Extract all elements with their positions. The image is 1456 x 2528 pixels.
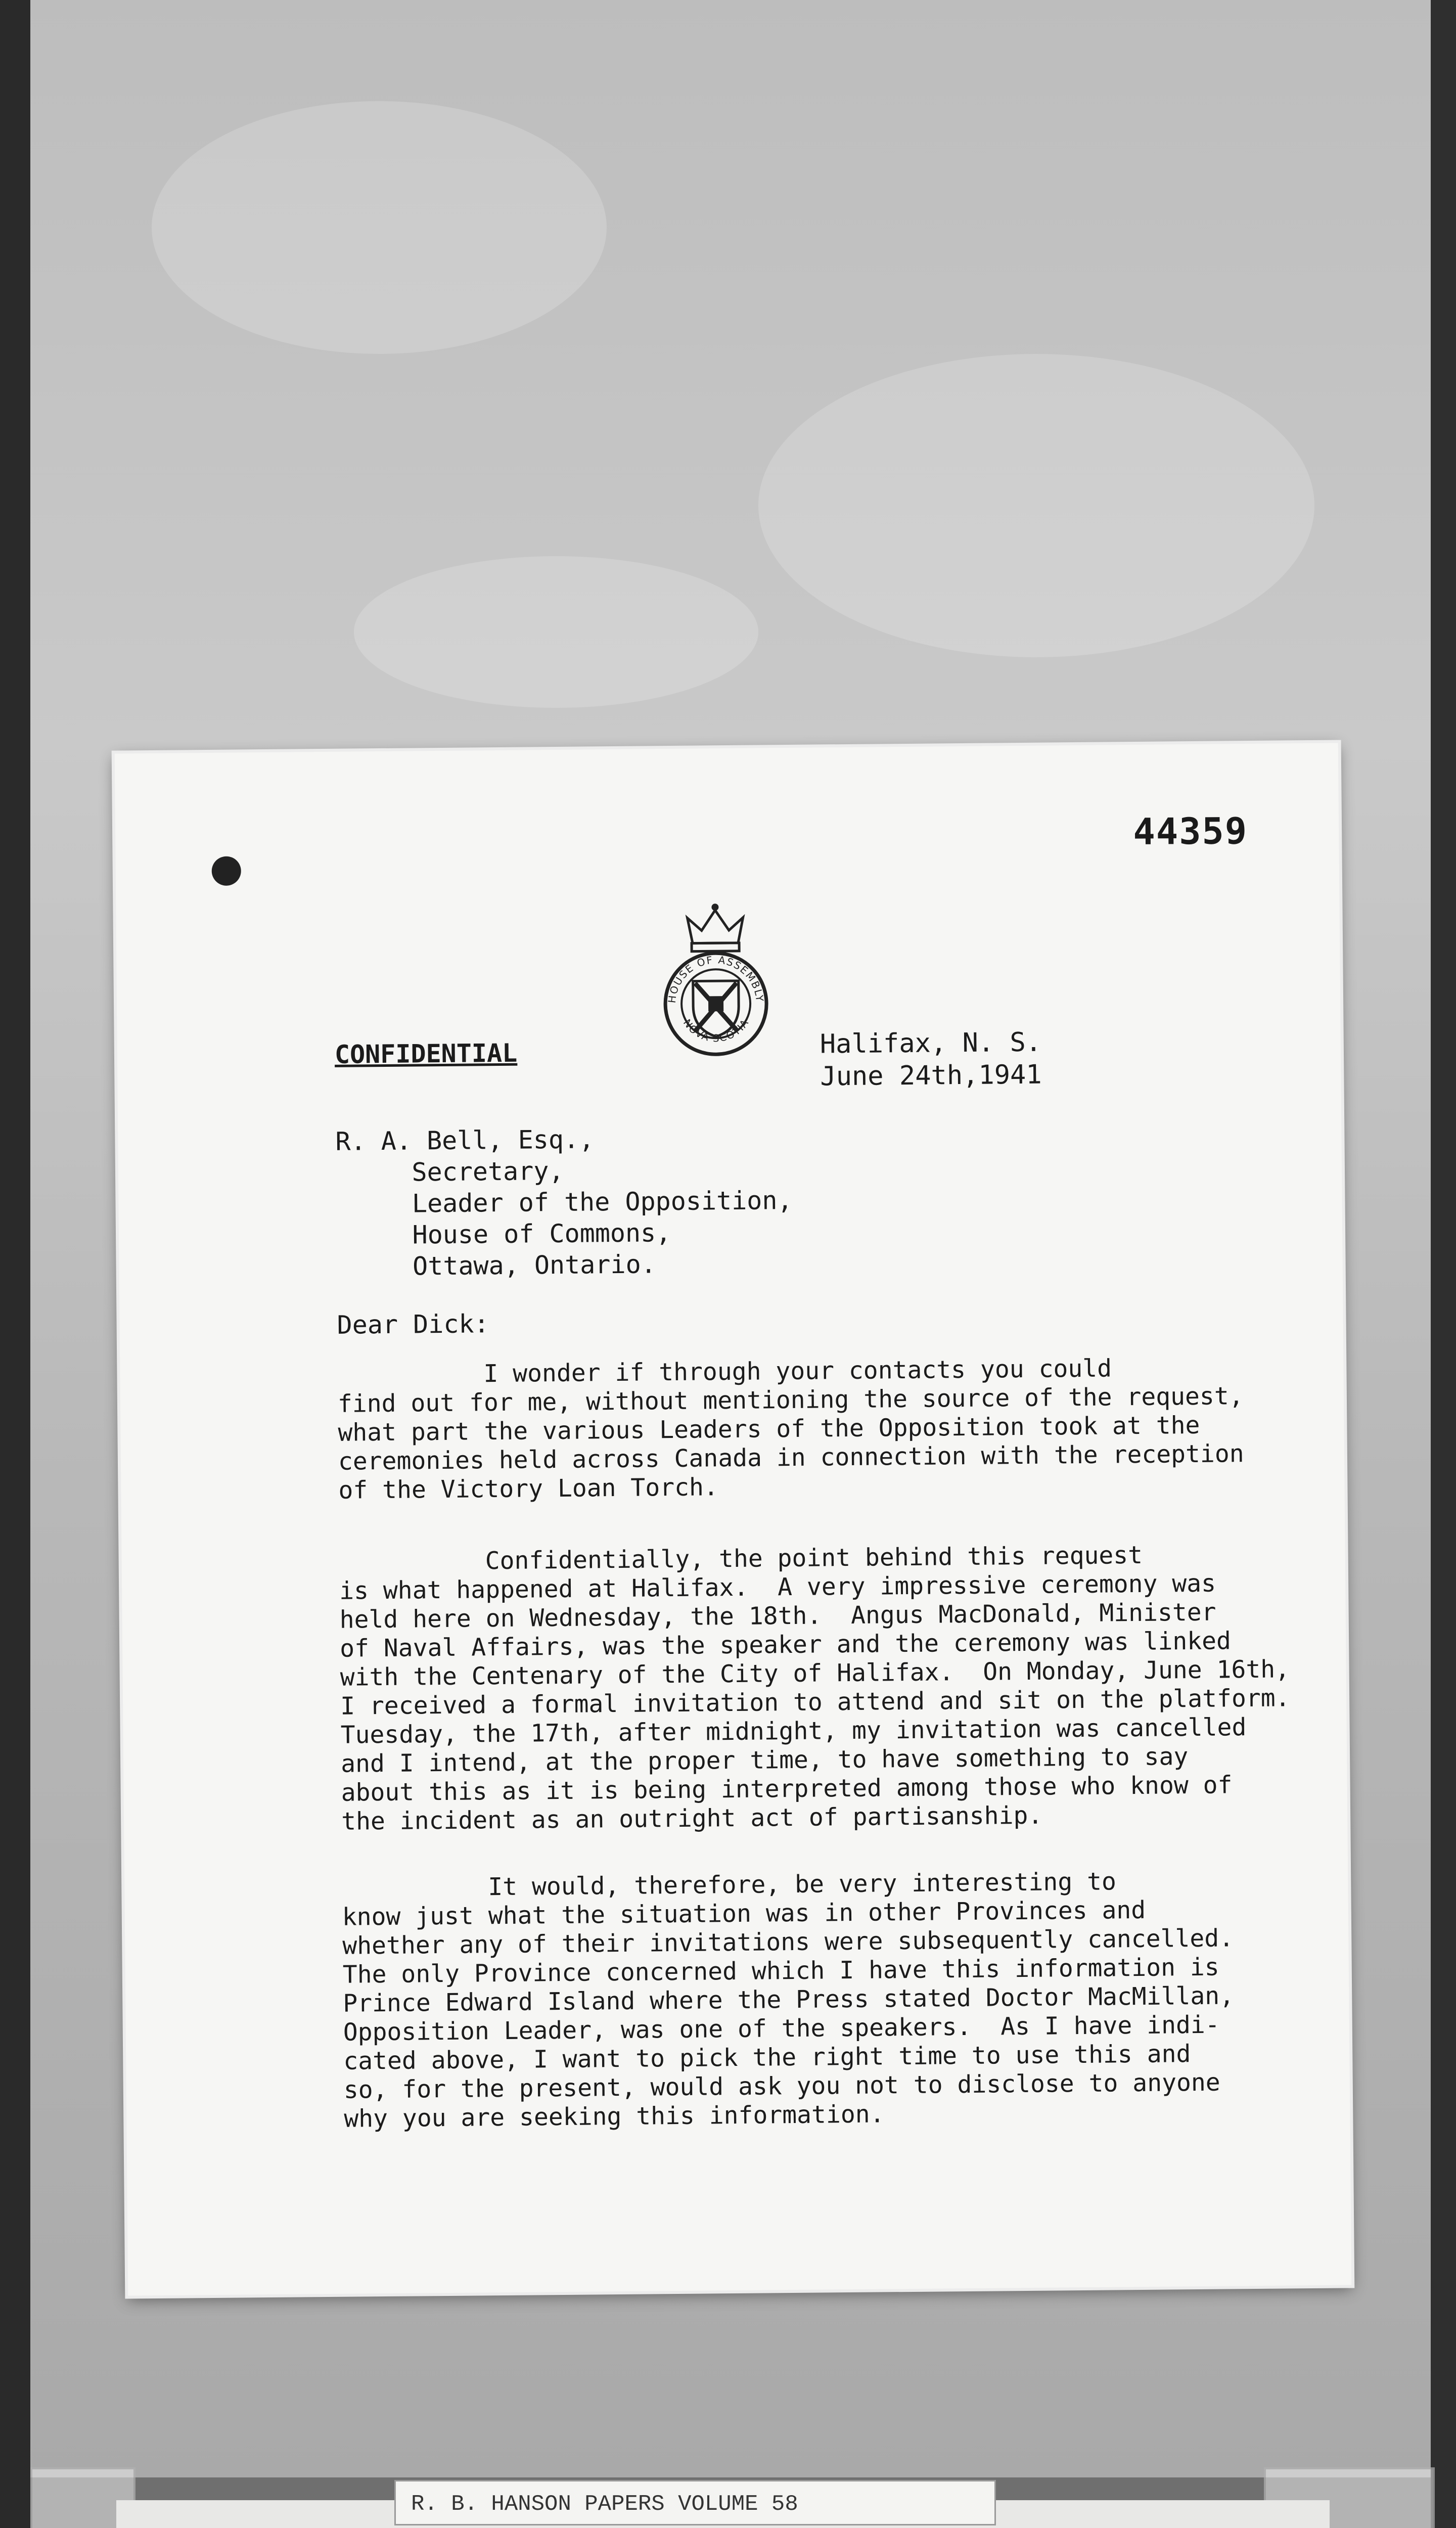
svg-text:NOVA SCOTIA [681,1016,752,1045]
body-line: why you are seeking this information. [344,2100,885,2133]
collection-label: R. B. HANSON PAPERS VOLUME 58 [394,2480,996,2525]
crest-ring-bottom-text: NOVA SCOTIA [680,1016,752,1045]
body-paragraph-2 [339,1540,1291,1836]
place-and-date [820,1026,1042,1093]
body-line: I received a formal invitation to attend and sit on the platform. [340,1684,1290,1721]
board-stain [758,354,1314,657]
crown-icon [687,904,743,952]
scan-edge-right [1431,0,1456,2528]
body-paragraph-1 [337,1353,1244,1505]
address-line: R. A. Bell, Esq., [335,1124,595,1156]
letter-page [115,743,1352,2295]
body-line: Tuesday, the 17th, after midnight, my invitation was cancelled [340,1713,1247,1749]
body-line: whether any of their invitations were subsequently cancelled. [342,1924,1234,1960]
body-line: know just what the situation was in other Provinces and [342,1895,1146,1931]
address-line: Leader of the Opposition, [336,1185,793,1219]
body-line: of Naval Affairs, was the speaker and the ceremony was linked [339,1627,1232,1663]
recipient-address [335,1122,793,1283]
scan-edge-left [0,0,30,2528]
body-line: cated above, I want to pick the right time to use this and [343,2040,1191,2075]
document-number: 44359 [1133,809,1248,853]
body-line: The only Province concerned which I have this information is [342,1953,1219,1989]
address-line: Ottawa, Ontario. [336,1249,656,1282]
body-line: the incident as an outright act of partisanship. [341,1801,1043,1836]
body-line: Confidentially, the point behind this request [339,1541,1143,1576]
body-line: Opposition Leader, was one of the speakers. As I have indi- [343,2010,1220,2047]
body-line: held here on Wednesday, the 18th. Angus MacDonald, Minister [339,1598,1216,1634]
body-line: of the Victory Loan Torch. [338,1473,719,1505]
body-line: and I intend, at the proper time, to have something to say [340,1742,1189,1778]
letter-place: Halifax, N. S. [820,1027,1042,1060]
crest-ring-top-text: HOUSE OF ASSEMBLY [665,954,766,1004]
body-line: ceremonies held across Canada in connection with the reception [338,1439,1244,1476]
address-line: House of Commons, [336,1218,671,1250]
body-line: It would, therefore, be very interesting to [342,1867,1117,1903]
letter-date: June 24th,1941 [820,1059,1042,1092]
body-line: Prince Edward Island where the Press stated Doctor MacMillan, [343,1981,1235,2018]
board-stain [354,556,758,708]
address-line: Secretary, [335,1156,564,1188]
body-paragraph-3 [342,1866,1235,2133]
body-line: what part the various Leaders of the Opposition took at the [338,1411,1200,1447]
body-line: so, for the present, would ask you not to disclose to anyone [343,2068,1220,2104]
house-of-assembly-crest [657,894,775,1067]
body-line: with the Centenary of the City of Halifax. On Monday, June 16th, [340,1655,1290,1692]
board-stain [152,101,607,354]
confidential-mark: CONFIDENTIAL [334,1038,518,1069]
body-line: about this as it is being interpreted among those who know of [341,1771,1233,1807]
body-line: is what happened at Halifax. A very impressive ceremony was [339,1569,1216,1605]
punch-hole [212,856,242,886]
body-line: find out for me, without mentioning the source of the request, [337,1382,1244,1418]
body-line: I wonder if through your contacts you could [337,1354,1112,1389]
salutation: Dear Dick: [337,1309,489,1340]
